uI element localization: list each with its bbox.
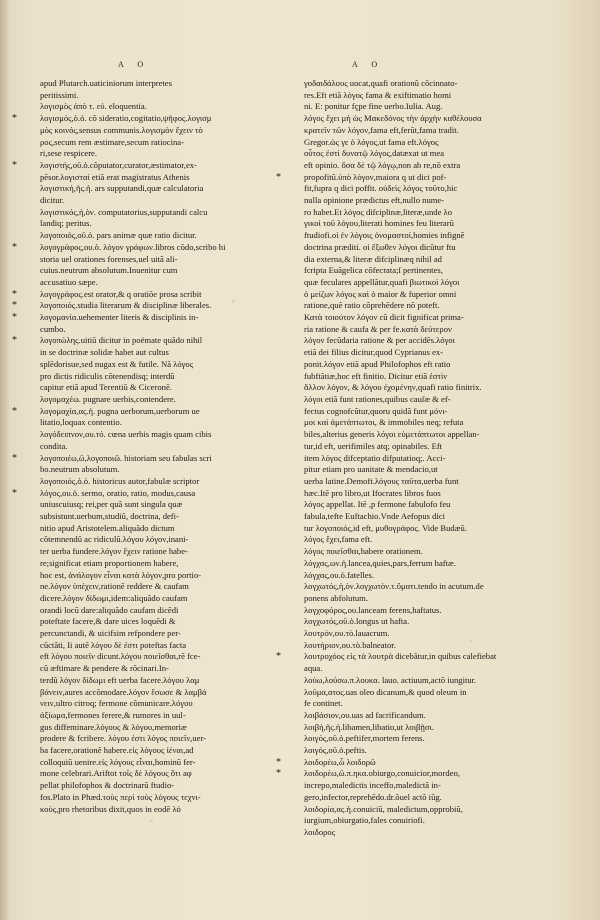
- entry-line: λοῦμα,ατος.uas oleo dicanum,& quod oleum in: [304, 686, 467, 697]
- entry-line: * λογοποιέω,ῶ,λογοποιῶ. historiam seu fabulas scri: [40, 452, 212, 463]
- entry-line: * λογομανία.uehementer literis & disciplinis in-: [40, 312, 199, 323]
- entry-line: ni. E: ponitur fçpe fine uerbo.Iulia. Aug.: [304, 101, 443, 112]
- entry-line: ponens abfolutum.: [304, 592, 368, 603]
- entry-line: λογχοφόρος,ου.lanceam ferens,haftatus.: [304, 604, 442, 615]
- entry-line: ponit.λόγον etiã apud Philofophos eft ratio: [304, 358, 451, 369]
- entry-line: dicitur.: [40, 195, 65, 206]
- lexicon-entry: [304, 710, 564, 722]
- entry-line: hoc est, ἀνάλογον εἶναι κατὰ λόγον,pro portio-: [40, 569, 202, 580]
- entry-line: * λοιδορέω,ῶ.π.ηκα.obiurgo,conuicior,mordeo,: [304, 768, 460, 779]
- entry-line: γικοὶ τοῦ λόγου,literati homines feu literarũ: [304, 218, 454, 229]
- lexicon-entry: [304, 745, 564, 757]
- entry-line: prodere & fcribere. λόγου ἐστι λόγος ποιεῖν,uer-: [40, 733, 207, 744]
- entry-line: uniuscuiusq; rei,per quã sunt singula quæ: [40, 499, 183, 510]
- entry-line: λόγος ἔχει μὴ ὡς Μακεδόνος τὴν ἀρχὴν καθέλουσα: [304, 113, 482, 124]
- entry-line: νειν,ultro citroq; fermone cõmunicare.λόγου: [40, 698, 193, 709]
- lexicon-entry: [304, 616, 564, 628]
- entry-line: λοιβάσιον,ου.uas ad facrificandum.: [304, 709, 426, 720]
- entry-line: dicere.λόγον δίδωμι,idem:aliquãdo caufam: [40, 592, 188, 603]
- entry-line: * λογογράφος,ου.ὁ. λόγον γράφων.libros cõdo,scribo hi: [40, 241, 226, 252]
- entry-line: tur λογοποιός,id eft, μυθογράφος. Vide Budæũ.: [304, 522, 467, 533]
- entry-line: pro dictis ridiculis cõtenendisq; interdũ: [40, 370, 175, 381]
- entry-line: λοιγός,οῦ.ὁ.peftifer,mortem ferens.: [304, 733, 425, 744]
- entry-line: res.Eft etiã λόγος fama & exiftimatio homi: [304, 89, 452, 100]
- entry-line: ne.λόγον ὑπέχειν,rationē reddere & caufam: [40, 581, 189, 592]
- entry-line: fubftãtiæ,hoc eft finitio. Dicitur etiã ἐστὶν: [304, 370, 448, 381]
- right-column: [304, 78, 564, 839]
- entry-line: λόγος appellat. Itē ,p fermone fabulofo feu: [304, 499, 451, 510]
- entry-line: λογοποιός,ὁ.ὁ. historicus autor,fabulæ scriptor: [40, 475, 200, 486]
- lexicon-entry: [304, 570, 564, 582]
- entry-line: poteftate facere,& dare uices loquēdi &: [40, 616, 176, 627]
- entry-line: * λοιδορέω,ὦ λοιδορῶ: [304, 756, 376, 767]
- entry-line: increpo,maledictis inceffo,maledictã in-: [304, 780, 441, 791]
- entry-line: pellat philofophos & doctrinarũ ftudio-: [40, 780, 175, 791]
- entry-line: λογοποιός,οῦ.ὁ. pars animæ quæ ratio dicitur.: [40, 230, 197, 241]
- entry-line: litatio,loquax contentio.: [40, 417, 122, 428]
- entry-line: βάνειν,aures accõmodare.λόγον ἔσωσε & λαμβά: [40, 686, 207, 697]
- running-head-left: A O: [118, 60, 150, 69]
- entry-line: ἀξίωμα,fermones ferere,& rumores in uul-: [40, 709, 186, 720]
- lexicon-entry: [40, 160, 285, 183]
- entry-line: λόγον fecũdaria ratione & per accidēs.λόγοι: [304, 335, 455, 346]
- entry-line: * λογοπώλης.uitiũ dicitur in poëmate quãdo nihil: [40, 335, 203, 346]
- entry-line: μὸς κοινός,sensus communis.λογισμὸν ἔχειν τὸ: [40, 124, 203, 135]
- lexicon-entry: [40, 488, 285, 816]
- entry-line: eft opinio. ὅσα δὲ τῷ λόγῳ,non ab re,nõ extra: [304, 159, 461, 170]
- entry-line: λοιγός,οῦ.ὁ.peftis.: [304, 745, 367, 756]
- entry-line: ter uerba fundere.λόγον ἔχειν ratione habe-: [40, 546, 188, 557]
- entry-line: doctrina præditi. οἱ ἔξωθεν λόγοι dicũtur ftu: [304, 241, 456, 252]
- entry-line: λόγος ποιεῖσθαι,habere orationem.: [304, 546, 423, 557]
- entry-line: λογχωτός,οῦ.ὁ.longus ut hafta.: [304, 616, 410, 627]
- entry-line: tur,id eft, uerifimiles atq; opinabiles. Eft: [304, 440, 443, 451]
- entry-line: ria ratione & caufa & per fe.κατὰ δεύτερον: [304, 323, 452, 334]
- lexicon-entry: [304, 722, 564, 734]
- entry-line: λογισμὸς ἀπὸ τ. εὐ. eloquentia.: [40, 101, 147, 112]
- entry-line: λογόδειπνον,ου.τό. cœna uerbis magis quam cibis: [40, 429, 212, 440]
- entry-line: ba facere,orationẽ habere.εἰς λόγους ἰέναι,ad: [40, 745, 194, 756]
- lexicon-entry: [304, 733, 564, 745]
- lexicon-entry: [304, 605, 564, 617]
- entry-line: dia externa,& literæ difciplinæq nihil ad: [304, 253, 442, 264]
- lexicon-entry: [40, 113, 285, 160]
- entry-line: uerba latine.Demoft.λόγους ταῦτα,uerba funt: [304, 475, 459, 486]
- entry-line: λουτήριον,ου.τὸ.balneator.: [304, 639, 396, 650]
- lexicon-entry: [304, 534, 564, 546]
- paper-speck: [232, 300, 235, 303]
- lexicon-entry: [304, 827, 564, 839]
- entry-line: * λογισμός,ὁ.ὁ. cõ sideratio,cogitatio,ψῆφος.λογισμ: [40, 113, 212, 124]
- running-head-right: A O: [352, 60, 384, 69]
- lexicon-entry: [304, 687, 564, 710]
- lexicon-entry: [304, 113, 564, 172]
- entry-line: eft λόγου ποιεῖν dicunt.λόγου ποιεῖσθαι,rẽ fce-: [40, 651, 201, 662]
- entry-line: accusatiuo sæpe.: [40, 276, 98, 287]
- entry-line: quæ feculares appellãtur,quafi βιωτικοὶ λόγοι: [304, 276, 460, 287]
- entry-line: etiã dei filius dicitur,quod Cyprianus ex-: [304, 347, 444, 358]
- entry-line: λογομαχέω. pugnare uerbis,contendere.: [40, 393, 176, 404]
- entry-line: λοιδορος: [304, 827, 336, 837]
- entry-line: λογχωτός,ἡ,ὸν.λογχωτὸν.τ.ὕματι.tendo in acutum.de: [304, 581, 484, 592]
- lexicon-entry: [40, 78, 285, 113]
- entry-line: item λόγος difceptatio difputatioq;. Acci-: [304, 452, 446, 463]
- lexicon-entry: [304, 640, 564, 652]
- entry-line: λουτρόν,ου.τὸ.lauacrum.: [304, 628, 390, 639]
- lexicon-entry: [304, 651, 564, 674]
- lexicon-entry: [40, 394, 285, 406]
- entry-line: re;significat etiam proportionem habere,: [40, 557, 179, 568]
- entry-line: ratione,quẽ ratio cõprehēdere nõ poteft.: [304, 300, 440, 311]
- gutter-shadow: [0, 0, 10, 920]
- lexicon-entry: [40, 207, 285, 230]
- entry-line: storia uel orationes forenses,uel uitã ali-: [40, 253, 178, 264]
- entry-line: hæc.Itē pro libro,ut Ifocrates libros fuos: [304, 487, 441, 498]
- entry-line: * λογοποιός.studia literarum & disciplinæ liberales.: [40, 300, 212, 311]
- entry-line: in se doctrinæ solidæ habet aut cultus: [40, 347, 169, 358]
- entry-line: capitur etiã apud Terentiũ & Ciceronē.: [40, 382, 172, 393]
- lexicon-entry: [40, 335, 285, 394]
- entry-line: iurgium,obiurgatio,fales conuiriofi.: [304, 815, 425, 826]
- lexicon-entry: [304, 768, 564, 803]
- lexicon-entry: [304, 757, 564, 769]
- entry-line: bo.neutrum absolutum.: [40, 464, 120, 475]
- entry-line: pēsor.λογισταὶ etiã erat magistratus Athenis: [40, 171, 190, 182]
- entry-line: Gregor.ὡς γε ὁ λόγος,ut fama eft.λόγος: [304, 136, 439, 147]
- entry-line: cuius.neutrum absolutum.Inuenitur cum: [40, 265, 178, 276]
- entry-line: λόγχας,ων.ἡ.lancea,quies,pars,ferrum haftæ.: [304, 557, 456, 568]
- entry-line: gero,infector,reprehēdo.dr.õuel actõ iūg.: [304, 791, 442, 802]
- lexicon-entry: [40, 406, 285, 429]
- lexicon-entry: [40, 453, 285, 476]
- lexicon-entry: [40, 183, 285, 206]
- lexicon-entry: [40, 289, 285, 301]
- entry-line: * λογογράφος.est orator,& q oratiõe prosa scribit: [40, 288, 202, 299]
- entry-line: λούω,λούσω.π.λουκα. lauo. actiuum,actõ iungitur.: [304, 674, 477, 685]
- entry-line: condita.: [40, 440, 68, 451]
- lexicon-entry: [40, 300, 285, 312]
- lexicon-entry: [304, 581, 564, 604]
- entry-line: pitur etiam pro uanitate & mendacio,ut: [304, 464, 438, 475]
- entry-line: splēdorisue,sed nugax est & futile. Nã λόγος: [40, 358, 194, 369]
- entry-line: cũctãti, Ii autē λόγου δὲ ἐστι poteftas facta: [40, 639, 187, 650]
- lexicon-entry: [304, 804, 564, 827]
- entry-line: λόγοι etiã funt rationes,quibus cauſæ & ef-: [304, 393, 451, 404]
- entry-line: aqua.: [304, 663, 323, 674]
- entry-line: biles,alterius generis λόγοι εὐμετάπτωτοι appellan-: [304, 429, 480, 440]
- entry-line: * λουτροχόος εἰς τὰ λουτρὰ dicebãtur,in quibus calefiebat: [304, 651, 497, 662]
- entry-line: οὗτος ἐστὶ δυνατῷ λόγος,datæxat ut mea: [304, 148, 445, 159]
- lexicon-entry: [40, 476, 285, 488]
- entry-line: λόγος ἔχει,fama eft.: [304, 534, 373, 545]
- entry-line: μοι καὶ ἀμετάπτωτοι, & immobiles neq; refuta: [304, 417, 464, 428]
- entry-line: * λόγος,ου.ὁ. sermo, oratio, ratio, modus,causa: [40, 487, 196, 498]
- entry-line: nitio apud Aristotelem.aliquãdo dictum: [40, 522, 175, 533]
- entry-line: cõtemnendũ ac ridiculũ.λόγου λόγον,inani-: [40, 534, 189, 545]
- entry-line: ρος,secum rem æstimare,secum ratiocina-: [40, 136, 184, 147]
- entry-line: λοιδορία,ας.ἡ.conuiciũ, maledictum,opprobiũ,: [304, 803, 463, 814]
- entry-line: λόγχας,ου.ὁ.fatelles.: [304, 569, 375, 580]
- entry-line: percunctandi, & uicifsim refpondere per-: [40, 628, 181, 639]
- entry-line: terdũ λόγον δίδωμι eft uerba facere.λόγου λαμ: [40, 674, 200, 685]
- entry-line: fos.Plato in Phæd.τοὺς περὶ τοὺς λόγους τεχνι-: [40, 791, 201, 802]
- entry-line: ro habet.Et λόγος difciplinæ,literæ,unde λο: [304, 206, 452, 217]
- lexicon-entry: [304, 78, 564, 113]
- lexicon-entry: [40, 429, 285, 452]
- paper-speck: [470, 640, 472, 642]
- lexicon-entry: [304, 172, 564, 500]
- lexicon-entry: [304, 499, 564, 534]
- entry-line: landiq; peritus.: [40, 218, 92, 229]
- entry-line: mone celebrari.Ariftot τοῖς δὲ λόγους ὅτι aφ: [40, 768, 192, 779]
- entry-line: apud Plutarch.uaticiniorum interpretes: [40, 78, 172, 88]
- lexicon-entry: [304, 558, 564, 570]
- lexicon-entry: [304, 675, 564, 687]
- entry-line: ri,sese respicere.: [40, 148, 98, 159]
- entry-line: orandi locũ dare:aliquãdo caufam dicēdi: [40, 604, 179, 615]
- entry-line: κρατεῖν τῶν λόγον,fama eft,ferũt,fama tradit.: [304, 124, 459, 135]
- entry-line: peritissimi.: [40, 89, 79, 100]
- entry-line: κοὺς,pro rhetoribus dixit,quos in eodē λό: [40, 803, 181, 814]
- entry-line: γοδαιδάλους uocat,quafi orationũ cõcinnato-: [304, 78, 458, 88]
- entry-line: ὁ μείζων λόγος καὶ ὁ maior & fuperior omni: [304, 288, 457, 299]
- lexicon-entry: [40, 230, 285, 242]
- entry-line: λοιβή,ῆς.ἡ.libamen,libatio,ut λοιβῇσι.: [304, 721, 434, 732]
- entry-line: fcripta Euãgelica cõfecrata;ſ pertinentes,: [304, 265, 443, 276]
- left-column: [40, 78, 285, 815]
- entry-line: * λογιστής,οῦ.ὁ.cõputator,curator,æstimator,ex-: [40, 159, 197, 170]
- entry-line: ftudiofi.οἱ ἐν λόγοις ὀνομαστοί,homies infignẽ: [304, 230, 465, 241]
- paper-speck: [150, 820, 153, 822]
- entry-line: * λογομαχία,ας.ἡ. pugna uerborum,uerborum ue: [40, 405, 200, 416]
- entry-line: λογιστική,ῆς.ἡ. ars supputandi,quæ calculatoria: [40, 183, 204, 194]
- entry-line: colloquiũ uenire.εἰς λόγους εἶναι,hominũ fer-: [40, 756, 196, 767]
- entry-line: Κατὰ τοιούτον λόγον cũ dicit fignificat prima-: [304, 312, 464, 323]
- entry-line: cumbo.: [40, 323, 66, 334]
- lexicon-entry: [40, 312, 285, 335]
- entry-line: fit,fupra q dici poffit. οὐδεὶς λόγος τοῦτο,hic: [304, 183, 458, 194]
- entry-line: fectus cognofcũtur,quoru quidã funt μόνι-: [304, 405, 448, 416]
- entry-line: λογιστικός,ἡ,ὸν. computatorius,supputandi calcu: [40, 206, 208, 217]
- entry-line: * propofitũ.ὑπὸ λόγον,maiora q ut dici pof-: [304, 171, 447, 182]
- entry-line: fe continet.: [304, 698, 343, 709]
- entry-line: cũ æftimare & pendere & rõcinari.In-: [40, 663, 169, 674]
- entry-line: gus diffeminare.λόγους & λόγου,memoriæ: [40, 721, 187, 732]
- entry-line: fabula,tefte Euftachio.Vnde Aefopus dici: [304, 511, 446, 522]
- lexicon-entry: [304, 546, 564, 558]
- entry-line: subsistunt.uerbum,studiũ, doctrina, defi-: [40, 511, 179, 522]
- entry-line: ἄλλον λόγον, & λόγου ἐχομένην,quafi ratio finitrix.: [304, 382, 482, 393]
- lexicon-entry: [304, 628, 564, 640]
- lexicon-entry: [40, 242, 285, 289]
- entry-line: nulla opinione prædictus eft,nullo nume-: [304, 195, 445, 206]
